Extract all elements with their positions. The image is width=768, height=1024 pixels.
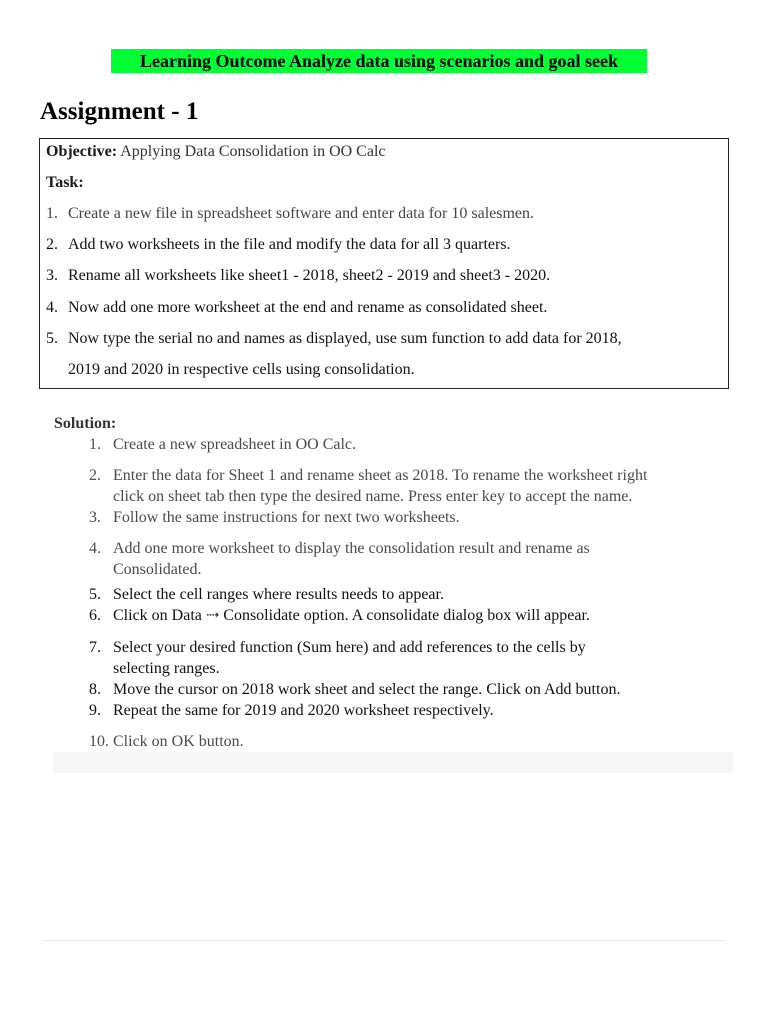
solution-item-7-continuation: selecting ranges. [113,660,220,677]
task-label: Task: [46,174,84,191]
task-item-text: Create a new file in spreadsheet software and enter data for 10 salesmen. [68,205,535,222]
solution-item-number: 8. [89,681,101,698]
solution-item-number: 1. [89,436,101,453]
task-box [39,138,729,389]
solution-item-number: 3. [89,509,101,526]
task-item-5 [46,328,622,350]
solution-item-text: Enter the data for Sheet 1 and rename sheet as 2018. To rename the worksheet right [113,467,648,484]
solution-item-text: Move the cursor on 2018 work sheet and select the range. Click on Add button. [113,681,621,698]
solution-item-number: 6. [89,607,101,624]
task-item-4 [46,297,547,319]
solution-background-band [53,752,733,773]
solution-item-text: Create a new spreadsheet in OO Calc. [113,436,357,453]
solution-item-number: 9. [89,702,101,719]
footer-divider [43,940,725,941]
objective-label: Objective: [46,143,118,160]
objective-text: Applying Data Consolidation in OO Calc [117,143,386,160]
task-item-number: 3. [46,267,58,284]
solution-item-text: Click on OK button. [113,733,244,750]
solution-item-number: 10. [89,733,109,750]
solution-item-number: 4. [89,540,101,557]
solution-item-text: Follow the same instructions for next two worksheets. [113,509,460,526]
task-item-text: Rename all worksheets like sheet1 - 2018, sheet2 - 2019 and sheet3 - 2020. [68,267,551,284]
task-item-text: Now type the serial no and names as displayed, use sum function to add data for 2018, [68,330,622,347]
learning-outcome-heading: Learning Outcome Analyze data using scenarios and goal seek [111,49,647,73]
task-item-number: 1. [46,205,58,222]
assignment-title: Assignment - 1 [40,98,199,125]
solution-item-text: Select your desired function (Sum here) and add references to the cells by [113,639,586,656]
task-item-2 [46,234,511,256]
task-item-number: 2. [46,236,58,253]
solution-item-4-continuation: Consolidated. [113,561,202,578]
solution-item-text: Repeat the same for 2019 and 2020 worksheet respectively. [113,702,494,719]
task-item-number: 4. [46,299,58,316]
solution-item-number: 2. [89,467,101,484]
task-item-3 [46,265,550,287]
solution-item-text: Select the cell ranges where results needs to appear. [113,586,444,603]
solution-item-number: 5. [89,586,101,603]
task-item-1 [46,203,534,225]
solution-item-text: Add one more worksheet to display the consolidation result and rename as [113,540,590,557]
task-item-text: Now add one more worksheet at the end and rename as consolidated sheet. [68,299,548,316]
solution-item-number: 7. [89,639,101,656]
solution-item-text: Click on Data ⇢ Consolidate option. A consolidate dialog box will appear. [113,607,590,624]
objective-line [46,141,386,163]
solution-label: Solution: [54,415,117,432]
solution-item-2-continuation: click on sheet tab then type the desired name. Press enter key to accept the name. [113,488,633,505]
task-item-text: Add two worksheets in the file and modify the data for all 3 quarters. [68,236,511,253]
task-item-number: 5. [46,330,58,347]
task-item-5-continuation: 2019 and 2020 in respective cells using consolidation. [68,361,415,378]
